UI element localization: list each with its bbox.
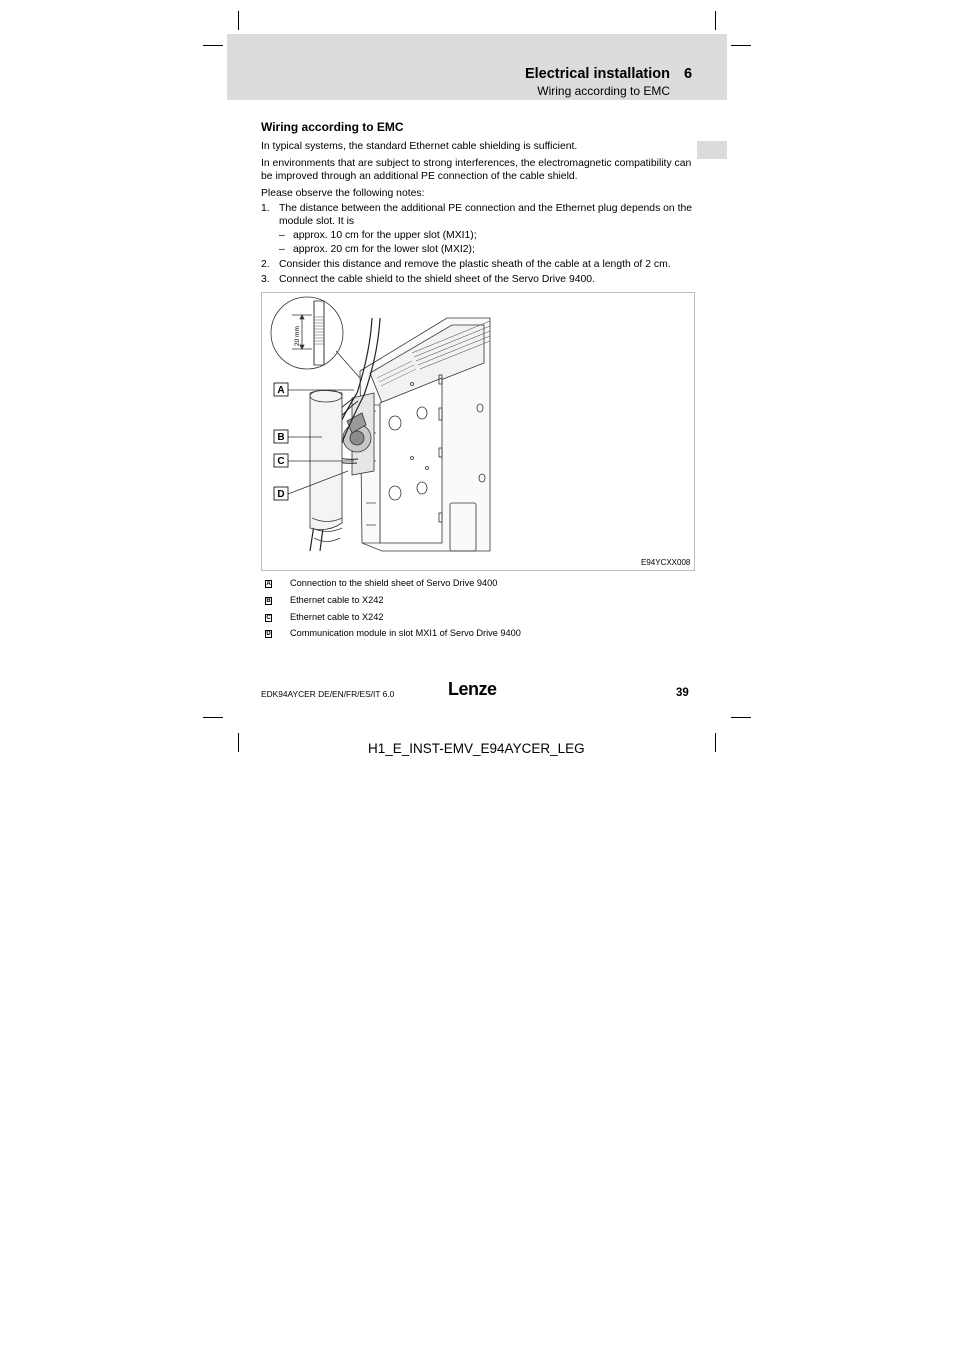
list-item: The distance between the additional PE connection and the Ethernet plug depends on the module slot. It is xyxy=(279,203,693,227)
figure-id: E94YCXX008 xyxy=(641,558,691,567)
crop-mark xyxy=(715,11,716,30)
crop-mark xyxy=(715,733,716,752)
sub-list-item: approx. 10 cm for the upper slot (MXI1); xyxy=(293,230,477,241)
sub-list-item: approx. 20 cm for the lower slot (MXI2); xyxy=(293,244,475,255)
callout-c: C xyxy=(277,456,285,467)
callout-a: A xyxy=(277,385,285,396)
dimension-label: 20 mm xyxy=(294,326,301,346)
legend-text: Ethernet cable to X242 xyxy=(290,612,384,622)
sub-list-dash: – xyxy=(279,244,285,255)
crop-mark xyxy=(203,717,223,718)
page-number: 39 xyxy=(676,687,689,699)
wiring-illustration xyxy=(262,293,696,572)
chapter-subtitle: Wiring according to EMC xyxy=(537,84,670,98)
job-label: H1_E_INST-EMV_E94AYCER_LEG xyxy=(368,741,585,756)
list-item: Consider this distance and remove the plastic sheath of the cable at a length of 2 cm. xyxy=(279,259,671,270)
section-title: Wiring according to EMC xyxy=(261,120,404,134)
crop-mark xyxy=(731,717,751,718)
paragraph: In typical systems, the standard Ethernet cable shielding is sufficient. xyxy=(261,141,578,152)
legend-text: Ethernet cable to X242 xyxy=(290,595,384,605)
figure-frame xyxy=(261,292,695,571)
crop-mark xyxy=(203,45,223,46)
list-number: 1. xyxy=(261,203,270,214)
legend-text: Connection to the shield sheet of Servo Drive 9400 xyxy=(290,578,498,588)
legend-text: Communication module in slot MXI1 of Servo Drive 9400 xyxy=(290,628,521,638)
list-number: 3. xyxy=(261,274,270,285)
legend-key: A xyxy=(266,581,271,587)
crop-mark xyxy=(238,11,239,30)
document-code: EDK94AYCER DE/EN/FR/ES/IT 6.0 xyxy=(261,689,395,699)
legend-key: C xyxy=(266,615,271,621)
sub-list-dash: – xyxy=(279,230,285,241)
paragraph: In environments that are subject to strong interferences, the electromagnetic compatibility can be improved through an additional PE connection of the cable shield. xyxy=(261,158,692,182)
chapter-side-tab xyxy=(697,141,727,159)
crop-mark xyxy=(731,45,751,46)
paragraph: Please observe the following notes: xyxy=(261,188,425,199)
list-number: 2. xyxy=(261,259,270,270)
lenze-logo: Lenze xyxy=(448,679,497,699)
list-item: Connect the cable shield to the shield sheet of the Servo Drive 9400. xyxy=(279,274,595,285)
crop-mark xyxy=(238,733,239,752)
chapter-number: 6 xyxy=(684,66,693,82)
legend-key: D xyxy=(266,631,271,637)
chapter-title: Electrical installation xyxy=(524,66,670,82)
callout-b: B xyxy=(277,432,285,443)
callout-d: D xyxy=(277,489,285,500)
legend-key: B xyxy=(266,598,271,604)
